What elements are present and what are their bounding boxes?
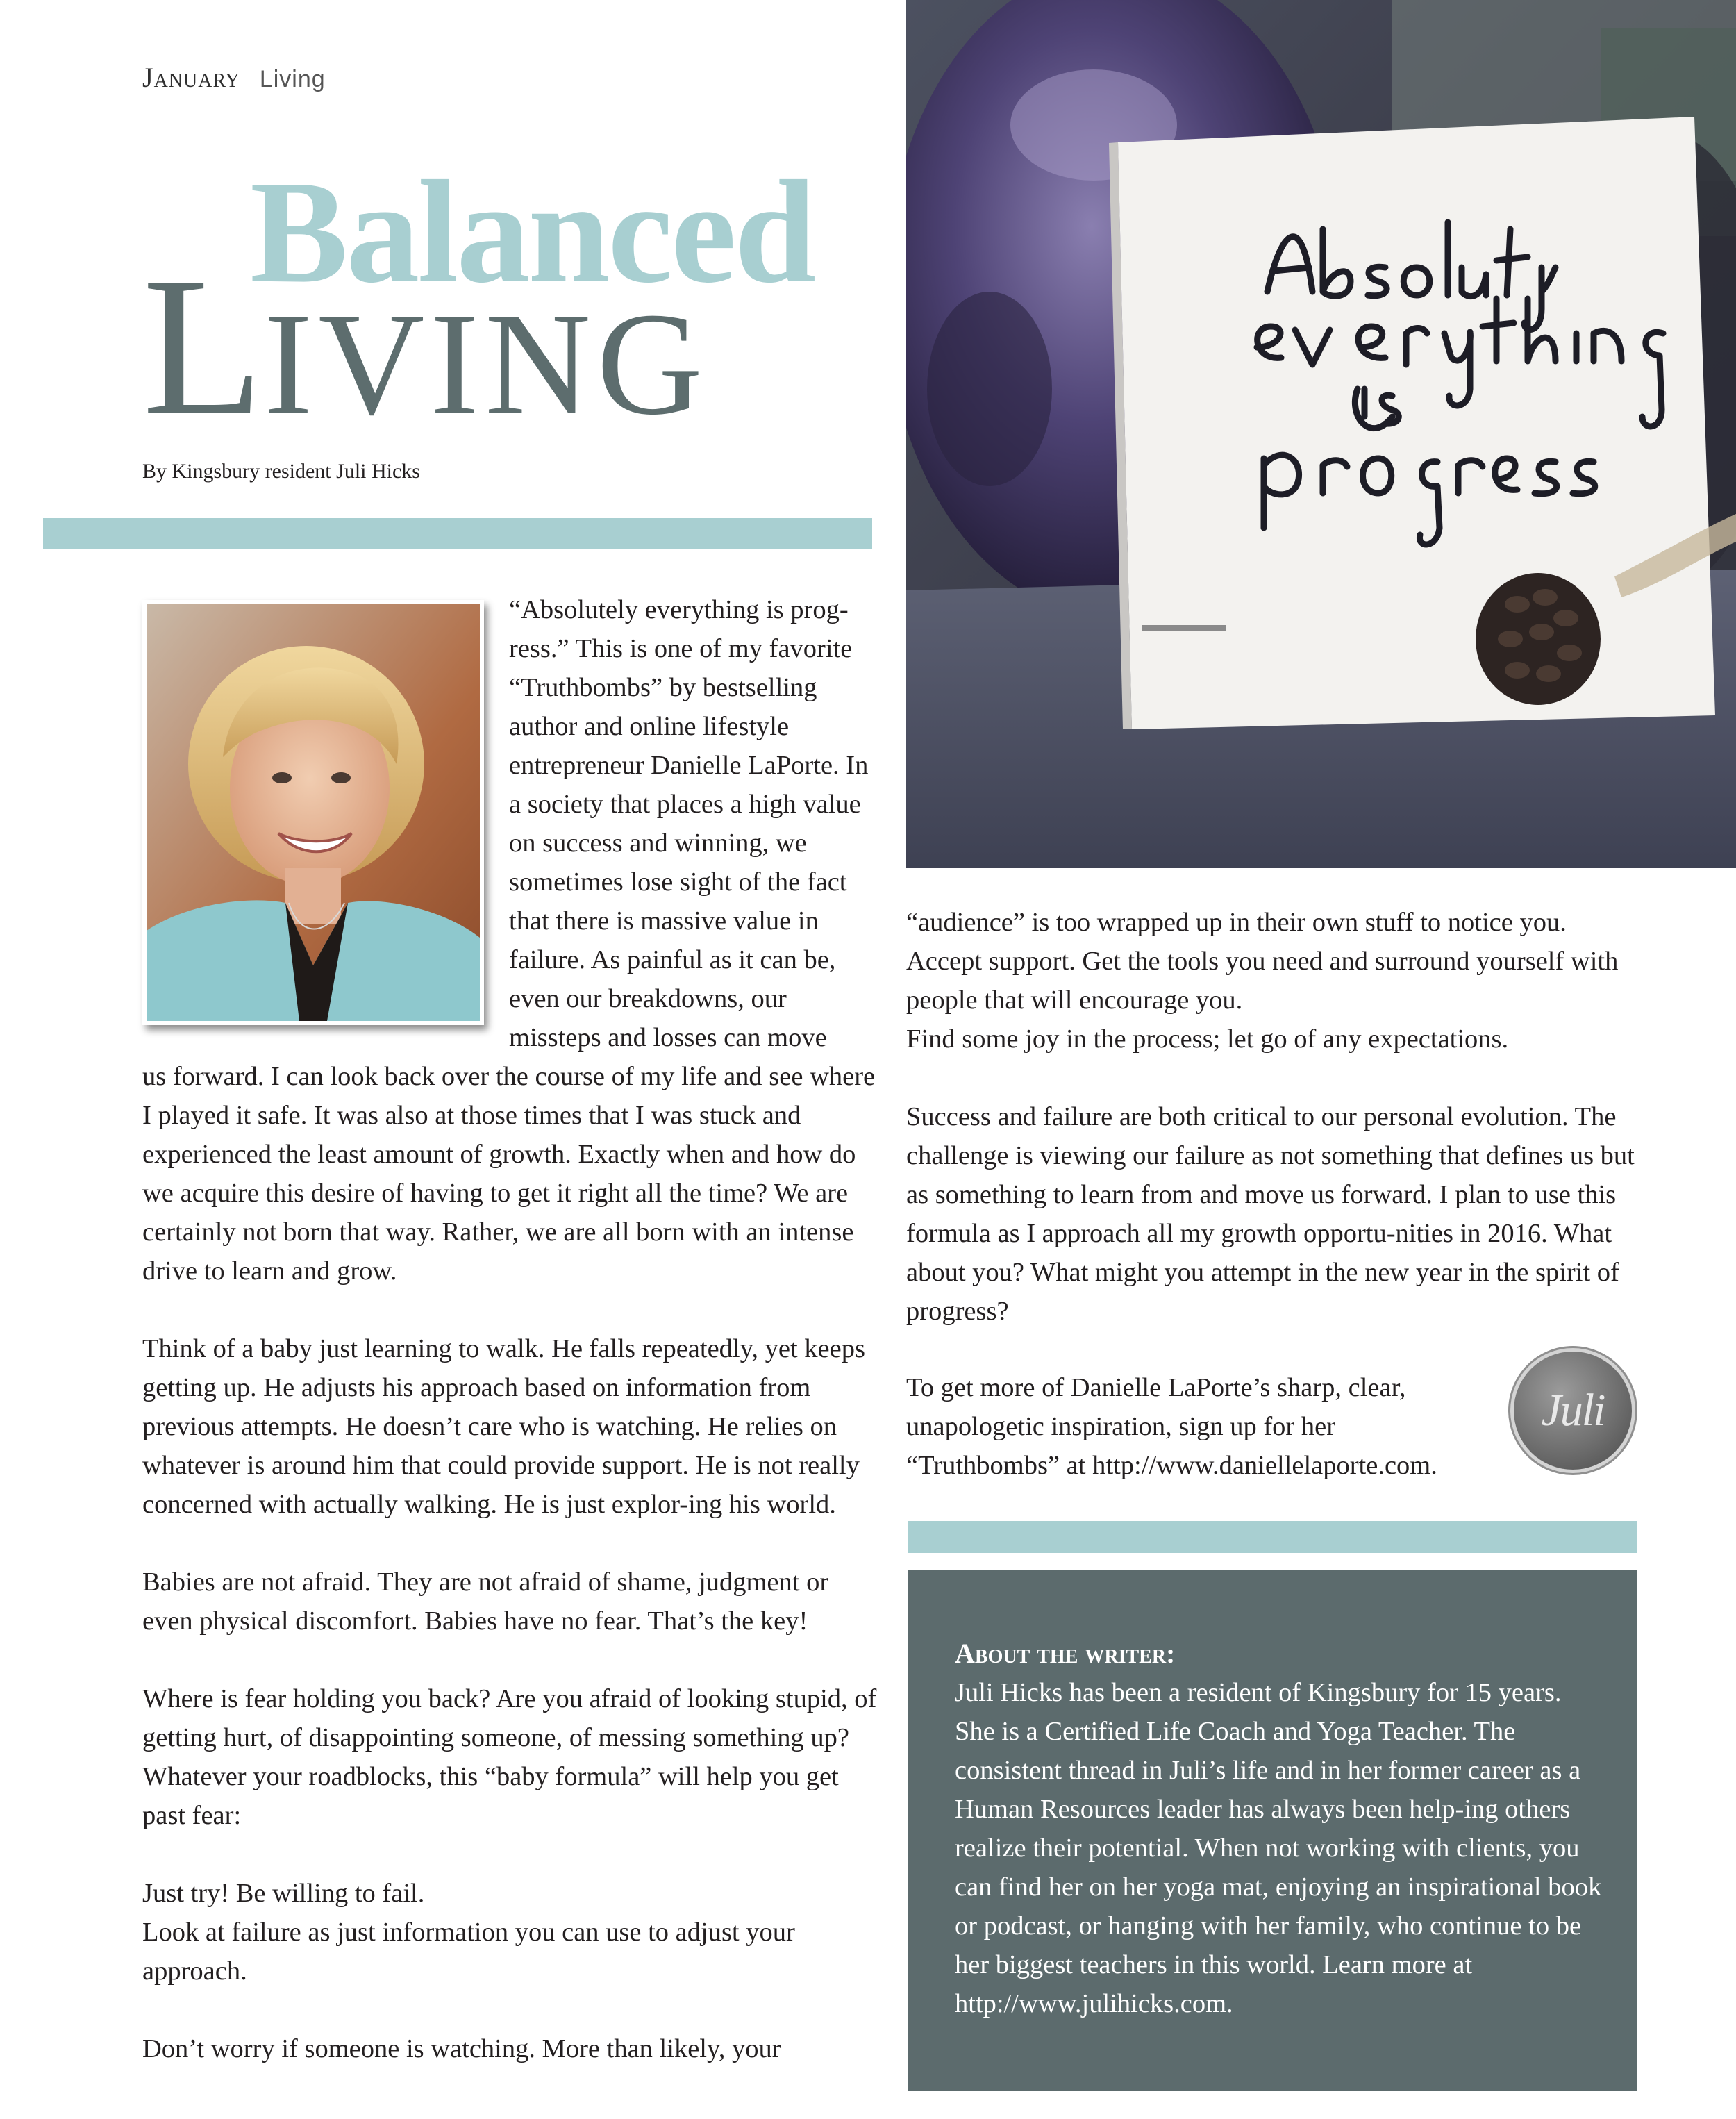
formula-step-1: Just try! Be willing to fail. (142, 1879, 425, 1908)
success-paragraph: Success and failure are both critical to our personal evolution. The challenge is viewing our failure as not something that defines us but as something to learn from and move us forward. I plan to use this formula as I approach all my growth opportu-nities in 2016. What about you? What might you attempt in the new year in the spirit of progress? (906, 1102, 1635, 1326)
intro-wrapped-text (509, 590, 870, 1057)
byline: By Kingsbury resident Juli Hicks (142, 460, 420, 483)
title-living-rest: IVING (263, 282, 709, 445)
intro-paragraph: “Absolutely everything is prog-ress.” This is one of my favorite “Truthbombs” by bestselling author and online lifestyle entrepreneur Danielle LaPorte. In a society that places a high value on success and winning, we sometimes lose sight of the fact that there is massive value in failure. As painful as it can be, even our breakdowns, our missteps and losses can move (509, 595, 869, 1052)
about-writer-text: Juli Hicks has been a resident of Kingsbury for 15 years. She is a Certified Life Coach and Yoga Teacher. The consistent thread in Juli’s life and in her former career as a Human Resources leader has always been help-ing others realize their potential. When not working with clients, you can find her on her yoga mat, enjoying an inspirational book or podcast, or hanging with her family, who continue to be her biggest teachers in this world. Learn more at http://www.julihicks.com. (955, 1678, 1602, 2018)
about-writer-box (908, 1570, 1637, 2091)
juli-logo-badge (1514, 1352, 1632, 1470)
worry-paragraph: Don’t worry if someone is watching. More than likely, your (142, 2034, 781, 2063)
author-portrait (142, 600, 484, 1025)
fear-paragraph: Babies are not afraid. They are not afraid of shame, judgment or even physical discomfort. Babies have no fear. That’s the key! (142, 1568, 829, 1636)
baby-paragraph: Think of a baby just learning to walk. He falls repeatedly, yet keeps getting up. He adjusts his approach based on information from previous attempts. He doesn’t care who is watching. He relies on whatever is around him that could provide support. He is not really concerned with actually walking. He is just explor-ing his world. (142, 1334, 865, 1519)
running-head-section: Living (259, 66, 326, 92)
about-writer-heading: About the writer: (955, 1638, 1176, 1669)
left-column-text (142, 1057, 878, 2068)
right-column-text (906, 903, 1642, 1331)
formula-step-2: Look at failure as just information you can use to adjust your approach. (142, 1918, 795, 1986)
joy-line: Find some joy in the process; let go of any expectations. (906, 1024, 1509, 1054)
quote-card-photo (906, 0, 1736, 868)
roadblocks-paragraph: Where is fear holding you back? Are you afraid of looking stupid, of getting hurt, of disappointing someone, of messing something up? Whatever your roadblocks, this “baby formula” will help you get past fear: (142, 1684, 877, 1830)
accent-rule-left (43, 518, 872, 549)
title-living (142, 236, 709, 456)
accent-rule-right (908, 1521, 1637, 1553)
juli-logo-text: Juli (1541, 1385, 1605, 1436)
running-head-month: January (142, 62, 240, 93)
running-head (142, 61, 326, 94)
support-paragraph: Accept support. Get the tools you need and surround yourself with people that will encourage you. (906, 947, 1619, 1015)
more-info-text (906, 1368, 1476, 1485)
title-balanced: Balanced (250, 150, 815, 313)
about-writer-content (955, 1634, 1608, 2023)
audience-line: “audience” is too wrapped up in their own stuff to notice you. (906, 908, 1567, 937)
intro-continued-paragraph: us forward. I can look back over the course of my life and see where I played it safe. It was also at those times that I was stuck and experienced the least amount of growth. Exactly when and how do we acquire this desire of having to get it right all the time? We are certainly not born that way. Rather, we are all born with an intense drive to learn and grow. (142, 1062, 876, 1286)
more-info-paragraph: To get more of Danielle LaPorte’s sharp, clear, unapologetic inspiration, sign up for her “Truthbombs” at http://www.daniellelaporte.com. (906, 1373, 1437, 1480)
title-living-initial: L (142, 236, 264, 456)
